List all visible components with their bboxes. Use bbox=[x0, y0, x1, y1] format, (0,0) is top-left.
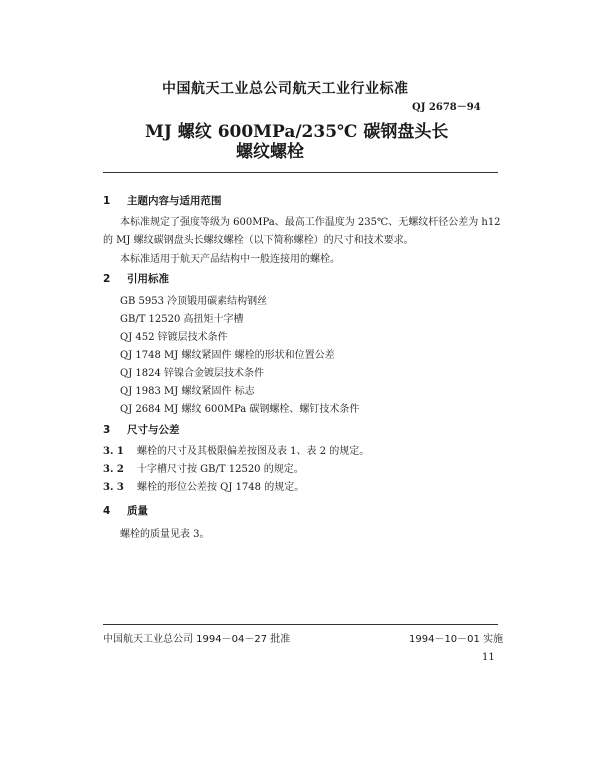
document-title-line-1: MJ 螺纹 600MPa/235℃ 碳钢盘头长 bbox=[145, 122, 449, 142]
clause-number: 3. 2 bbox=[103, 464, 124, 475]
header-divider bbox=[103, 172, 498, 173]
page-number: 11 bbox=[482, 652, 495, 663]
section-4-paragraph-1: 螺栓的质量见表 3。 bbox=[120, 529, 210, 540]
standard-number: QJ 2678－94 bbox=[412, 102, 481, 113]
section-2-title: 引用标准 bbox=[127, 273, 169, 285]
clause-text: 螺栓的形位公差按 QJ 1748 的规定。 bbox=[137, 482, 305, 493]
reference-item: QJ 1983 MJ 螺纹紧固件 标志 bbox=[120, 386, 255, 397]
section-1-paragraph-2: 本标准适用于航天产品结构中一般连接用的螺栓。 bbox=[120, 254, 340, 265]
clause-row bbox=[103, 460, 304, 475]
section-2-number: 2 bbox=[103, 273, 111, 285]
issuing-organization: 中国航天工业总公司航天工业行业标准 bbox=[162, 81, 409, 97]
reference-item: GB 5953 冷顶锻用碳素结构钢丝 bbox=[120, 296, 268, 307]
section-4-title: 质量 bbox=[127, 505, 148, 517]
section-1-heading bbox=[103, 193, 222, 208]
reference-item: GB/T 12520 高扭矩十字槽 bbox=[120, 314, 244, 325]
reference-item: QJ 1748 MJ 螺纹紧固件 螺栓的形状和位置公差 bbox=[120, 350, 335, 361]
clause-number: 3. 1 bbox=[103, 446, 124, 457]
clause-number: 3. 3 bbox=[103, 482, 124, 493]
section-1-paragraph-1: 本标准规定了强度等级为 600MPa、最高工作温度为 235℃、无螺纹杆径公差为 h12 bbox=[120, 217, 501, 228]
clause-text: 十字槽尺寸按 GB/T 12520 的规定。 bbox=[137, 464, 304, 475]
section-3-heading bbox=[103, 422, 180, 437]
clause-text: 螺栓的尺寸及其极限偏差按图及表 1、表 2 的规定。 bbox=[137, 446, 370, 457]
reference-item: QJ 452 锌镀层技术条件 bbox=[120, 332, 228, 343]
section-1-number: 1 bbox=[103, 195, 111, 207]
section-3-title: 尺寸与公差 bbox=[127, 424, 180, 436]
approval-line: 中国航天工业总公司 1994－04－27 批准 bbox=[103, 634, 291, 645]
reference-item: QJ 2684 MJ 螺纹 600MPa 碳钢螺栓、螺钉技术条件 bbox=[120, 404, 360, 415]
clause-row bbox=[103, 478, 304, 493]
reference-item: QJ 1824 锌镍合金镀层技术条件 bbox=[120, 368, 265, 379]
section-2-heading bbox=[103, 271, 169, 286]
clause-row bbox=[103, 442, 369, 457]
footer-divider bbox=[103, 624, 498, 625]
implementation-date: 1994－10－01 实施 bbox=[409, 634, 504, 645]
section-3-number: 3 bbox=[103, 424, 111, 436]
document-title-line-2: 螺纹螺栓 bbox=[236, 142, 304, 162]
section-1-paragraph-1-cont: 的 MJ 螺纹碳钢盘头长螺纹螺栓（以下简称螺栓）的尺寸和技术要求。 bbox=[103, 235, 414, 246]
section-4-heading bbox=[103, 503, 148, 518]
section-1-title: 主题内容与适用范围 bbox=[127, 195, 222, 207]
section-4-number: 4 bbox=[103, 505, 111, 517]
